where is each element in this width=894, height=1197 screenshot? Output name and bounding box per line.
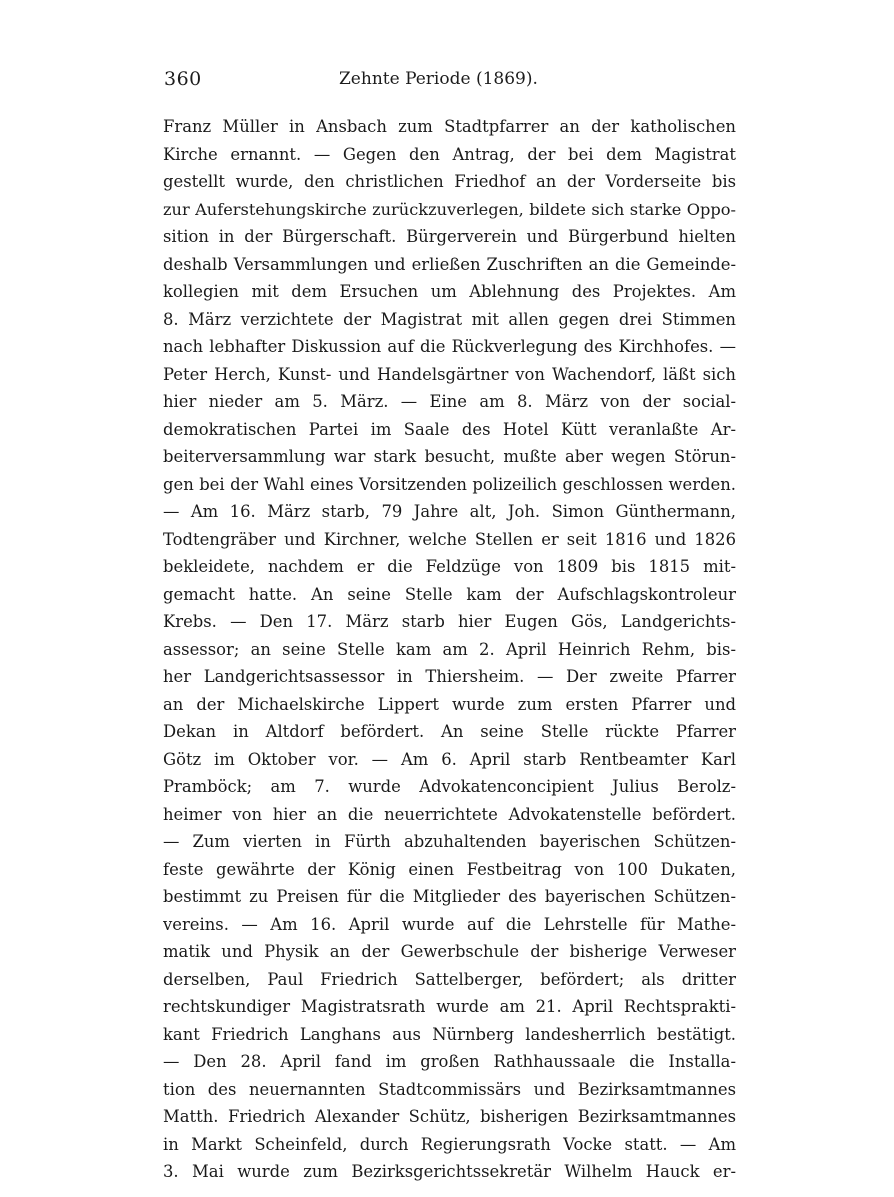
text-line: in Markt Scheinfeld, durch Regierungsrath Vocke statt. — Am bbox=[163, 1134, 736, 1154]
text-line: Franz Müller in Ansbach zum Stadtpfarrer an der katholischen bbox=[163, 117, 736, 136]
text-line: Todtengräber und Kirchner, welche Stellen er seit 1816 und 1826 bbox=[163, 529, 736, 549]
text-line: zur Auferstehungskirche zurückzuverlegen, bildete sich starke Oppo- bbox=[163, 199, 736, 219]
text-line: kollegien mit dem Ersuchen um Ablehnung des Projektes. Am bbox=[163, 282, 736, 301]
text-line: kant Friedrich Langhans aus Nürnberg landesherrlich bestätigt. bbox=[163, 1024, 736, 1044]
text-line: Pramböck; am 7. wurde Advokatenconcipient Julius Berolz- bbox=[163, 777, 736, 796]
text-line: Matth. Friedrich Alexander Schütz, bisherigen Bezirksamtmannes bbox=[163, 1107, 736, 1126]
text-line: an der Michaelskirche Lippert wurde zum ersten Pfarrer und bbox=[163, 694, 736, 714]
text-line: — Den 28. April fand im großen Rathhaussaale die Installa- bbox=[163, 1052, 736, 1071]
text-line: gen bei der Wahl eines Vorsitzenden polizeilich geschlossen werden. bbox=[163, 474, 736, 494]
text-line: beiterversammlung war stark besucht, mußte aber wegen Störun- bbox=[163, 447, 736, 466]
text-line: feste gewährte der König einen Festbeitrag von 100 Dukaten, bbox=[163, 859, 736, 879]
text-line: her Landgerichtsassessor in Thiersheim. — Der zweite Pfarrer bbox=[163, 667, 736, 686]
text-line: rechtskundiger Magistratsrath wurde am 21. April Rechtsprakti- bbox=[163, 997, 736, 1016]
text-line: Götz im Oktober vor. — Am 6. April starb Rentbeamter Karl bbox=[163, 749, 736, 769]
text-line: Peter Herch, Kunst- und Handelsgärtner von Wachendorf, läßt sich bbox=[163, 364, 736, 384]
text-line: vereins. — Am 16. April wurde auf die Lehrstelle für Mathe- bbox=[163, 914, 736, 934]
page-number: 360 bbox=[164, 68, 202, 90]
text-line: nach lebhafter Diskussion auf die Rückverlegung des Kirchhofes. — bbox=[163, 337, 736, 356]
text-line: Dekan in Altdorf befördert. An seine Stelle rückte Pfarrer bbox=[163, 722, 736, 741]
text-line: 8. März verzichtete der Magistrat mit allen gegen drei Stimmen bbox=[163, 309, 736, 329]
text-line: — Zum vierten in Fürth abzuhaltenden bayerischen Schützen- bbox=[163, 832, 736, 851]
text-line: sition in der Bürgerschaft. Bürgerverein und Bürgerbund hielten bbox=[163, 227, 736, 246]
text-line: bekleidete, nachdem er die Feldzüge von 1809 bis 1815 mit- bbox=[163, 557, 736, 576]
text-line: Kirche ernannt. — Gegen den Antrag, der bei dem Magistrat bbox=[163, 144, 736, 164]
text-line: derselben, Paul Friedrich Sattelberger, befördert; als dritter bbox=[163, 969, 736, 989]
text-line: heimer von hier an die neuerrichtete Advokatenstelle befördert. bbox=[163, 804, 736, 824]
body-text bbox=[163, 113, 736, 1186]
text-line: tion des neuernannten Stadtcommissärs und Bezirksamtmannes bbox=[163, 1079, 736, 1099]
text-line: matik und Physik an der Gewerbschule der bisherige Verweser bbox=[163, 942, 736, 961]
text-line: gemacht hatte. An seine Stelle kam der Aufschlagskontroleur bbox=[163, 584, 736, 604]
running-head: Zehnte Periode (1869). bbox=[339, 69, 538, 89]
text-line: Krebs. — Den 17. März starb hier Eugen Gös, Landgerichts- bbox=[163, 612, 736, 631]
text-line: deshalb Versammlungen und erließen Zuschriften an die Gemeinde- bbox=[163, 254, 736, 274]
text-line: bestimmt zu Preisen für die Mitglieder des bayerischen Schützen- bbox=[163, 887, 736, 906]
text-line: gestellt wurde, den christlichen Friedhof an der Vorderseite bis bbox=[163, 172, 736, 191]
text-line: — Am 16. März starb, 79 Jahre alt, Joh. Simon Günthermann, bbox=[163, 502, 736, 521]
page-header bbox=[164, 68, 738, 98]
text-line: demokratischen Partei im Saale des Hotel Kütt veranlaßte Ar- bbox=[163, 419, 736, 439]
text-line: assessor; an seine Stelle kam am 2. April Heinrich Rehm, bis- bbox=[163, 639, 736, 659]
text-line: 3. Mai wurde zum Bezirksgerichtssekretär Wilhelm Hauck er- bbox=[163, 1162, 736, 1181]
text-line: hier nieder am 5. März. — Eine am 8. März von der social- bbox=[163, 392, 736, 411]
